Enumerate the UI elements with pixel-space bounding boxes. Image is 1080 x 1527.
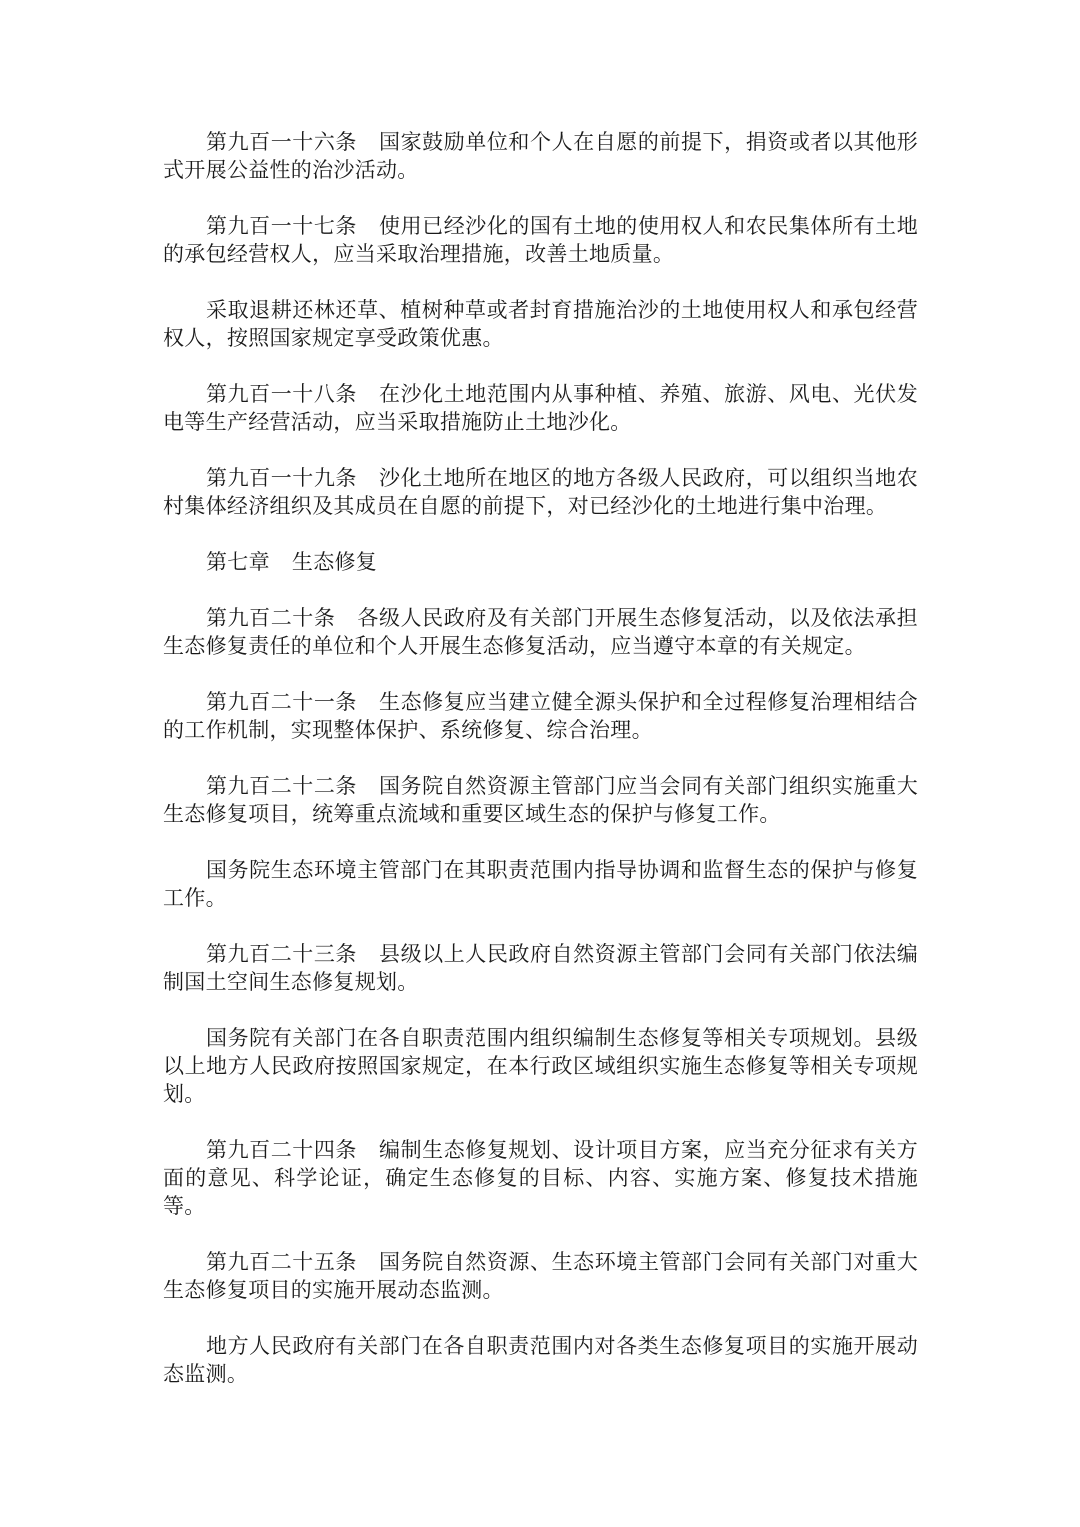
chapter-heading bbox=[163, 548, 918, 576]
article-text: 国务院有关部门在各自职责范围内组织编制生态修复等相关专项规划。县级以上地方人民政府按照国家规定，在本行政区域组织实施生态修复等相关专项规划。 bbox=[163, 1026, 918, 1106]
article-number: 第九百二十条 bbox=[206, 606, 336, 630]
article-number: 第九百一十九条 bbox=[206, 466, 357, 490]
article-text: 在沙化土地范围内从事种植、养殖、旅游、风电、光伏发电等生产经营活动，应当采取措施防止土地沙化。 bbox=[163, 382, 918, 434]
article-text: 国务院自然资源主管部门应当会同有关部门组织实施重大生态修复项目，统筹重点流域和重要区域生态的保护与修复工作。 bbox=[163, 774, 918, 826]
article-text: 采取退耕还林还草、植树种草或者封育措施治沙的土地使用权人和承包经营权人，按照国家规定享受政策优惠。 bbox=[163, 298, 918, 350]
article-text: 县级以上人民政府自然资源主管部门会同有关部门依法编制国土空间生态修复规划。 bbox=[163, 942, 918, 994]
article-text: 各级人民政府及有关部门开展生态修复活动，以及依法承担生态修复责任的单位和个人开展生态修复活动，应当遵守本章的有关规定。 bbox=[163, 606, 918, 658]
chapter-title: 生态修复 bbox=[291, 550, 378, 574]
article-number: 第九百二十三条 bbox=[206, 942, 357, 966]
article-text: 地方人民政府有关部门在各自职责范围内对各类生态修复项目的实施开展动态监测。 bbox=[163, 1334, 918, 1386]
article-number: 第九百二十四条 bbox=[206, 1138, 357, 1162]
article-921 bbox=[163, 688, 918, 744]
article-925 bbox=[163, 1248, 918, 1304]
article-text: 生态修复应当建立健全源头保护和全过程修复治理相结合的工作机制，实现整体保护、系统修复、综合治理。 bbox=[163, 690, 918, 742]
article-text: 编制生态修复规划、设计项目方案，应当充分征求有关方面的意见、科学论证，确定生态修复的目标、内容、实施方案、修复技术措施等。 bbox=[163, 1138, 918, 1218]
article-918 bbox=[163, 380, 918, 436]
article-920 bbox=[163, 604, 918, 660]
article-text: 国务院生态环境主管部门在其职责范围内指导协调和监督生态的保护与修复工作。 bbox=[163, 858, 918, 910]
article-number: 第九百一十六条 bbox=[206, 130, 357, 154]
article-917-paragraph-2 bbox=[163, 296, 918, 352]
article-924 bbox=[163, 1136, 918, 1220]
article-number: 第九百一十八条 bbox=[206, 382, 357, 406]
article-922-paragraph-2 bbox=[163, 856, 918, 912]
article-number: 第九百一十七条 bbox=[206, 214, 357, 238]
article-916 bbox=[163, 128, 918, 184]
article-text: 沙化土地所在地区的地方各级人民政府，可以组织当地农村集体经济组织及其成员在自愿的前提下，对已经沙化的土地进行集中治理。 bbox=[163, 466, 918, 518]
article-text: 使用已经沙化的国有土地的使用权人和农民集体所有土地的承包经营权人，应当采取治理措施，改善土地质量。 bbox=[163, 214, 918, 266]
chapter-number: 第七章 bbox=[206, 550, 270, 574]
article-922 bbox=[163, 772, 918, 828]
article-number: 第九百二十二条 bbox=[206, 774, 357, 798]
article-923 bbox=[163, 940, 918, 996]
article-text: 国家鼓励单位和个人在自愿的前提下，捐资或者以其他形式开展公益性的治沙活动。 bbox=[163, 130, 918, 182]
article-925-paragraph-2 bbox=[163, 1332, 918, 1388]
article-917 bbox=[163, 212, 918, 268]
article-text: 国务院自然资源、生态环境主管部门会同有关部门对重大生态修复项目的实施开展动态监测。 bbox=[163, 1250, 918, 1302]
article-923-paragraph-2 bbox=[163, 1024, 918, 1108]
article-number: 第九百二十一条 bbox=[206, 690, 357, 714]
article-919 bbox=[163, 464, 918, 520]
document-page bbox=[163, 128, 918, 1416]
article-number: 第九百二十五条 bbox=[206, 1250, 357, 1274]
